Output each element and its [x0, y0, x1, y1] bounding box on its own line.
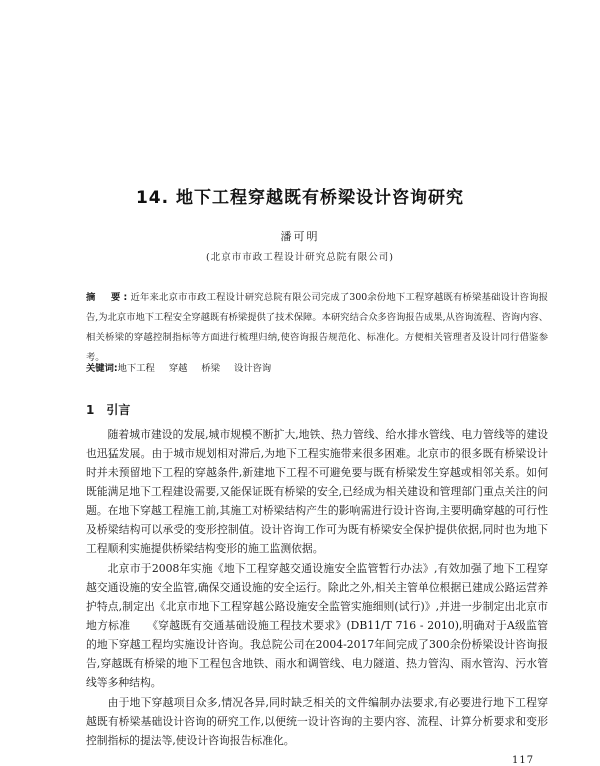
body-text: [86, 425, 548, 751]
author-name: 潘可明: [280, 230, 320, 243]
body-paragraph: 北京市于2008年实施《地下工程穿越交通设施安全监管暂行办法》,有效加强了地下工程穿越交通设施的安全监管,确保交通设施的安全运行。除此之外,相关主管单位根据已建成公路运营养护特点,制定出《北京市地下工程穿越公路设施安全监管实施细则(试行)》,并进一步制定出北京市地方标准 《穿越既有交通基础设施工程技术要求》(DB11/T 716 - 2010),明确对于A级监管的地下穿越工程均实施设计咨询。我总院公司在2004-2017年间完成了300余份桥梁设计咨询报告,穿越既有桥梁的地下工程包含地铁、雨水和调管线、电力隧道、热力管沟、雨水管沟、污水管线等多种结构。: [86, 562, 548, 689]
body-paragraph: 随着城市建设的发展,城市规模不断扩大,地铁、热力管线、给水排水管线、电力管线等的建设也迅猛发展。由于城市规划相对滞后,为地下工程实施带来很多困难。北京市的很多既有桥梁设计时并未预留地下工程的穿越条件,新建地下工程不可避免要与既有桥梁发生穿越或相邻关系。如何既能满足地下工程建设需要,又能保证既有桥梁的安全,已经成为相关建设和管理部门重点关注的问题。在地下穿越工程施工前,其施工对桥梁结构产生的影响需进行设计咨询,主要明确穿越的可行性及桥梁结构可以承受的变形控制值。设计咨询工作可为既有桥梁安全保护提供依据,同时也为地下工程顺利实施提供桥梁结构变形的施工监测依据。: [86, 428, 548, 555]
keyword-item: 穿越: [168, 363, 188, 374]
section-heading: [86, 401, 130, 418]
section-number: 1: [86, 403, 95, 417]
section-title: 引言: [106, 403, 131, 417]
author-affiliation: (北京市市政工程设计研究总院有限公司): [206, 252, 394, 263]
page-number: 117: [512, 755, 535, 766]
body-paragraph: 由于地下穿越项目众多,情况各异,同时缺乏相关的文件编制办法要求,有必要进行地下工程穿越既有桥梁基础设计咨询的研究工作,以便统一设计咨询的主要内容、流程、计算分析要求和变形控制指标的提法等,使设计咨询报告标准化。: [86, 696, 548, 747]
keyword-item: 设计咨询: [234, 363, 272, 374]
paper-title: 14. 地下工程穿越既有桥梁设计咨询研究: [135, 188, 465, 208]
abstract-text: 近年来北京市市政工程设计研究总院有限公司完成了300余份地下工程穿越既有桥梁基础设计咨询报告,为北京市地下工程安全穿越既有桥梁提供了技术保障。本研究结合众多咨询报告成果,从咨询流程、咨询内容、相关桥梁的穿越控制指标等方面进行梳理归纳,使咨询报告规范化、标准化。方便相关管理者及设计同行借鉴参考。: [86, 292, 549, 363]
abstract: [86, 288, 548, 368]
abstract-label: 摘 要:: [86, 292, 131, 303]
keywords-label: 关键词:: [86, 363, 118, 374]
keywords: [86, 360, 548, 374]
keyword-item: 地下工程: [117, 363, 155, 374]
keyword-item: 桥梁: [201, 363, 221, 374]
